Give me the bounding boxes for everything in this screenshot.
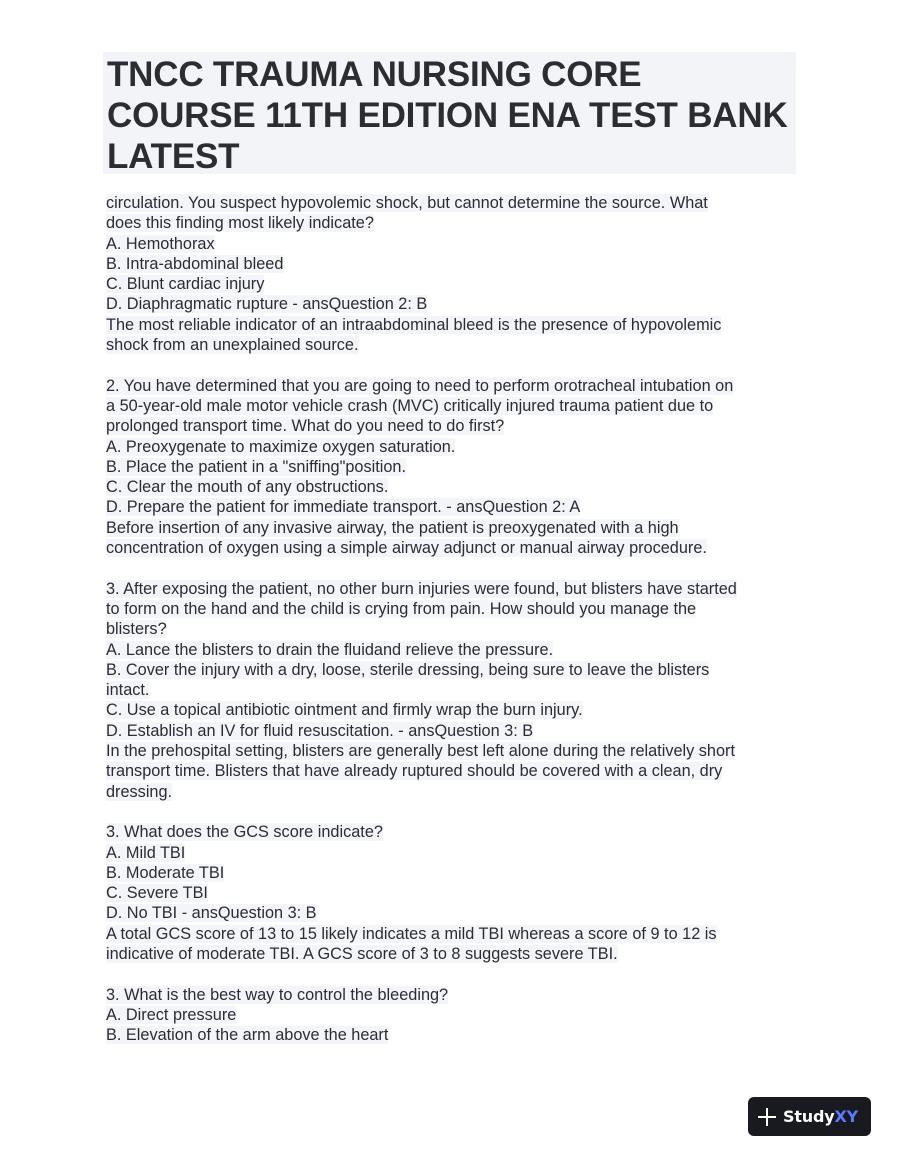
text-line	[106, 1025, 806, 1045]
text-line-content: circulation. You suspect hypovolemic shock, but cannot determine the source. What	[106, 194, 708, 212]
text-line	[106, 843, 806, 863]
blank-line	[106, 558, 806, 578]
text-line	[106, 863, 806, 883]
badge-brand	[783, 1107, 858, 1126]
text-line	[106, 985, 806, 1005]
text-line-content: C. Clear the mouth of any obstructions.	[106, 478, 389, 497]
text-line-content: D. Establish an IV for fluid resuscitation. - ansQuestion 3: B	[106, 721, 534, 740]
text-line-content: C. Use a topical antibiotic ointment and firmly wrap the burn injury.	[106, 701, 583, 720]
text-line	[106, 477, 806, 497]
title-banner	[103, 52, 796, 174]
text-line-content: B. Place the patient in a "sniffing"position.	[106, 457, 406, 476]
text-line	[106, 335, 806, 355]
text-line-content: dressing.	[106, 782, 173, 801]
text-line-content: to form on the hand and the child is crying from pain. How should you manage the	[106, 599, 697, 618]
text-line-content: 3. After exposing the patient, no other burn injuries were found, but blisters have started	[106, 579, 737, 598]
text-line-content: does this finding most likely indicate?	[106, 214, 374, 233]
text-line	[106, 599, 806, 619]
blank-line	[106, 355, 806, 375]
text-line-content: A. Preoxygenate to maximize oxygen saturation.	[106, 437, 456, 456]
badge-brand-accent: XY	[834, 1107, 858, 1126]
text-line	[106, 782, 806, 802]
text-line	[106, 315, 806, 335]
text-line	[106, 193, 806, 213]
text-line-content: Before insertion of any invasive airway, the patient is preoxygenated with a high	[106, 518, 679, 537]
text-line-content: 2. You have determined that you are going to need to perform orotracheal intubation on	[106, 376, 734, 395]
text-line	[106, 497, 806, 517]
text-line-content: D. Diaphragmatic rupture - ansQuestion 2: B	[106, 295, 428, 314]
text-line	[106, 883, 806, 903]
plus-icon	[757, 1107, 777, 1127]
text-line	[106, 376, 806, 396]
text-line-content: B. Intra-abdominal bleed	[106, 254, 284, 273]
text-line-content: B. Elevation of the arm above the heart	[106, 1026, 389, 1045]
text-line	[106, 640, 806, 660]
studyxy-badge[interactable]	[748, 1097, 871, 1136]
text-line	[106, 944, 806, 964]
text-line-content: indicative of moderate TBI. A GCS score of 3 to 8 suggests severe TBI.	[106, 944, 618, 963]
text-line	[106, 213, 806, 233]
text-line	[106, 274, 806, 294]
text-line-content: B. Moderate TBI	[106, 863, 225, 882]
text-line-content: transport time. Blisters that have already ruptured should be covered with a clean, dry	[106, 762, 723, 781]
text-line	[106, 721, 806, 741]
text-line-content: The most reliable indicator of an intraabdominal bleed is the presence of hypovolemic	[106, 315, 722, 334]
blank-line	[106, 964, 806, 984]
badge-brand-main: Study	[783, 1107, 835, 1126]
text-line	[106, 579, 806, 599]
text-line-content: a 50-year-old male motor vehicle crash (MVC) critically injured trauma patient due to	[106, 396, 714, 415]
text-line-content: A. Hemothorax	[106, 234, 215, 253]
text-line-content: D. Prepare the patient for immediate transport. - ansQuestion 2: A	[106, 498, 581, 517]
text-line-content: A. Direct pressure	[106, 1005, 237, 1024]
text-line	[106, 457, 806, 477]
text-line-content: A. Mild TBI	[106, 843, 186, 862]
document-title: TNCC TRAUMA NURSING CORE COURSE 11TH EDITION ENA TEST BANK LATEST	[107, 55, 788, 176]
text-line	[106, 396, 806, 416]
text-line-content: D. No TBI - ansQuestion 3: B	[106, 904, 317, 923]
text-line	[106, 741, 806, 761]
text-line	[106, 700, 806, 720]
text-line-content: concentration of oxygen using a simple airway adjunct or manual airway procedure.	[106, 539, 707, 558]
text-line-content: In the prehospital setting, blisters are generally best left alone during the relatively short	[106, 742, 735, 761]
text-line-content: intact.	[106, 681, 150, 700]
text-line	[106, 924, 806, 944]
text-line-content: C. Severe TBI	[106, 884, 208, 903]
text-line-content: 3. What does the GCS score indicate?	[106, 823, 383, 842]
text-line-content: 3. What is the best way to control the bleeding?	[106, 985, 449, 1004]
text-line-content: shock from an unexplained source.	[106, 336, 359, 355]
text-line	[106, 294, 806, 314]
text-line	[106, 822, 806, 842]
text-line	[106, 619, 806, 639]
blank-line	[106, 802, 806, 822]
text-line	[106, 680, 806, 700]
document-body	[106, 193, 806, 1045]
text-line	[106, 903, 806, 923]
text-line	[106, 254, 806, 274]
text-line-content: prolonged transport time. What do you need to do first?	[106, 417, 505, 436]
text-line-content: B. Cover the injury with a dry, loose, sterile dressing, being sure to leave the blisters	[106, 660, 710, 679]
text-line	[106, 518, 806, 538]
text-line	[106, 234, 806, 254]
text-line	[106, 538, 806, 558]
text-line-content: A total GCS score of 13 to 15 likely indicates a mild TBI whereas a score of 9 to 12 is	[106, 924, 717, 943]
text-line	[106, 761, 806, 781]
text-line	[106, 416, 806, 436]
text-line	[106, 660, 806, 680]
text-line-content: blisters?	[106, 620, 167, 639]
text-line	[106, 437, 806, 457]
text-line-content: A. Lance the blisters to drain the fluidand relieve the pressure.	[106, 640, 554, 659]
text-line-content: C. Blunt cardiac injury	[106, 275, 265, 294]
text-line	[106, 1005, 806, 1025]
